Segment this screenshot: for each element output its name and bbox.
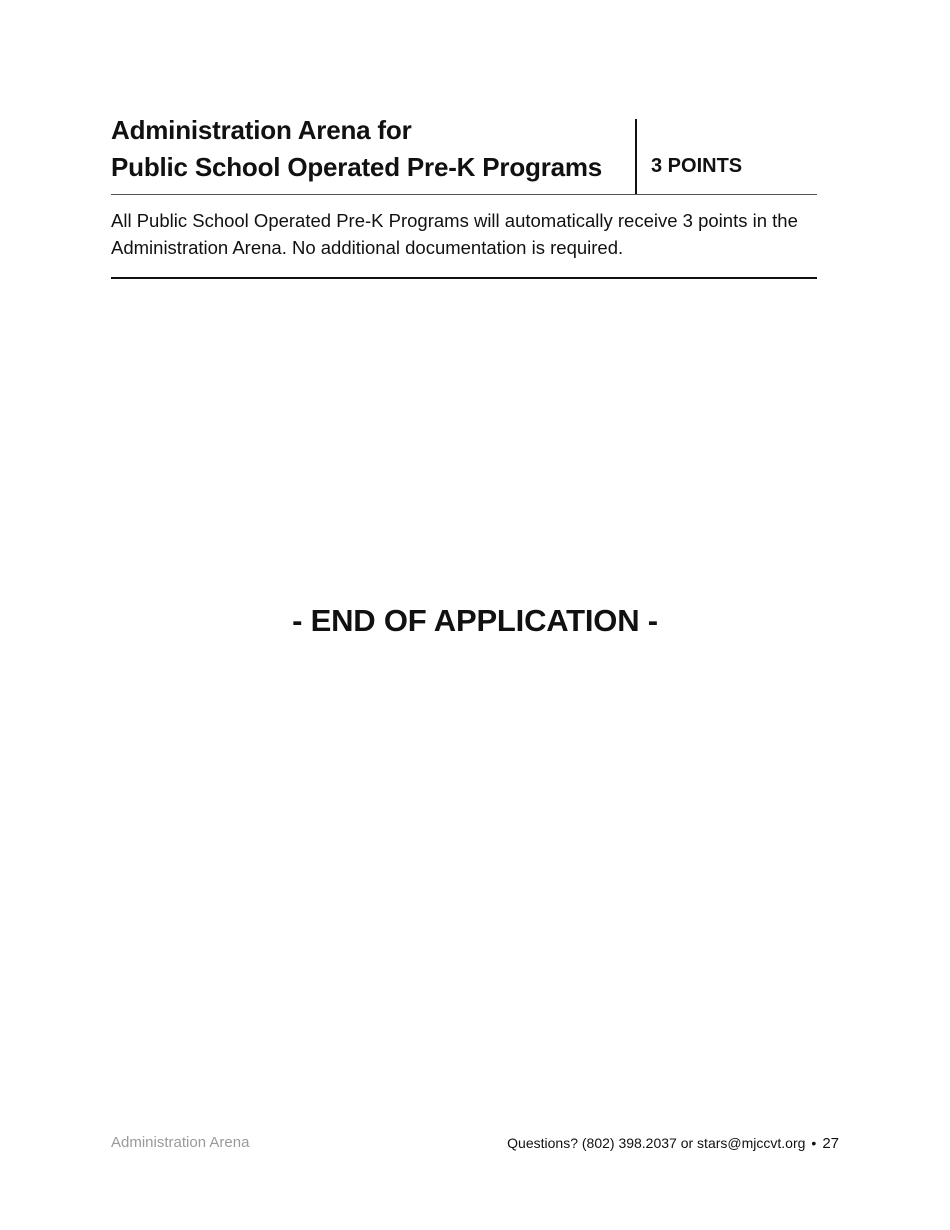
footer-contact-text: Questions? (802) 398.2037 or stars@mjccvt.org xyxy=(507,1135,806,1151)
footer-contact-block xyxy=(507,1132,839,1155)
footer-bullet: • xyxy=(811,1135,817,1151)
section-title-line-1: Administration Arena for xyxy=(111,115,412,145)
section-bottom-rule xyxy=(111,277,817,279)
section-header xyxy=(111,112,817,195)
page-number: 27 xyxy=(822,1135,839,1152)
section-description: All Public School Operated Pre-K Programs will automatically receive 3 points in the Administration Arena. No additional documentation is required. xyxy=(111,210,798,258)
section-title xyxy=(111,112,635,194)
section-title-line-2: Public School Operated Pre-K Programs xyxy=(111,152,603,182)
header-vertical-divider xyxy=(635,119,637,194)
points-label: 3 POINTS xyxy=(651,155,743,177)
end-of-application-notice: - END OF APPLICATION - xyxy=(292,603,658,638)
footer-section-name: Administration Arena xyxy=(111,1134,250,1151)
